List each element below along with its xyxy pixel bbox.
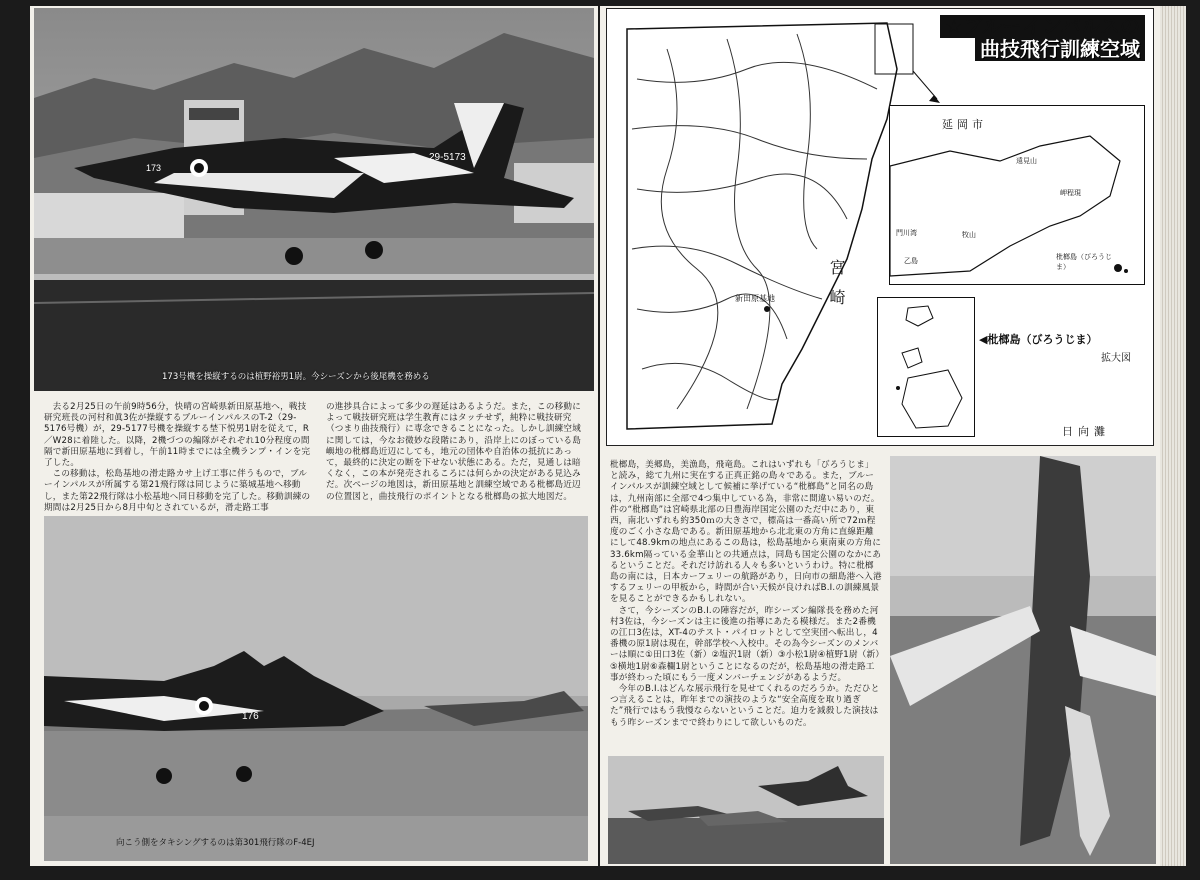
map-title-text-1: ブルーインパルスの xyxy=(962,14,1140,38)
t2-tail-closeup-photo xyxy=(890,456,1156,864)
inset-city-label: 延岡市 xyxy=(942,118,987,131)
left-page xyxy=(30,6,598,866)
map-title-line-1 xyxy=(940,15,1145,38)
aircraft-ramp-photo xyxy=(608,756,884,864)
hyuganada-label: 日向灘 xyxy=(1062,425,1110,438)
top-photo-t2-landing xyxy=(34,8,594,391)
top-photo-caption: 173号機を操縦するのは植野裕男1尉。今シーズンから後尾機を務める xyxy=(162,372,430,382)
nose-number-top: 173 xyxy=(146,163,162,173)
article-right-paragraph: の進捗具合によって多少の遅延はあるようだ。また，この移動によって戦技研究班は学生教育にはタッチせず，純粋に戦技研究（つまり曲技飛行）に専念できることになった。しかし訓練空域に関しては，今なお微妙な段階にあり，沿岸上にのぼっている島嶼地の枇榔島近辺にしても，地元の団体や自治体の抵抗にあって，最終的に決定の断を下せない状態にある。ただ，見通しは暗くなく，この本が発売されるころには何らかの決定がある見込みだ。次ページの地図は，新田原基地と訓練空域である枇榔島近辺の位置図と，曲技飛行のポイントとなる枇榔島の拡大地図だ。 xyxy=(326,402,582,502)
training-area-map xyxy=(606,8,1154,446)
nobeoka-inset xyxy=(889,105,1145,285)
inset-place-otojima: 乙島 xyxy=(904,257,918,265)
nyutabaru-base-label: 新田原基地 xyxy=(735,294,775,303)
inset-place-misaki: 岬程現 xyxy=(1060,189,1081,197)
inset-place-makiyama: 牧山 xyxy=(962,231,976,239)
island-caption-enlargement: 拡大図 xyxy=(1101,353,1131,364)
inset-place-kadogawa-bay: 門川湾 xyxy=(896,229,917,237)
island-caption: ◀枇榔島（びろうじま） xyxy=(979,333,1098,346)
right-page xyxy=(600,6,1160,866)
bottom-photo-caption: 向こう側をタキシングするのは第301飛行隊のF-4EJ xyxy=(116,838,315,848)
article-left-col-1 xyxy=(44,402,314,514)
article-paragraph: 今年のB.I.はどんな展示飛行を見せてくれるのだろうか。ただひとつ言えることは，昨年までの演技のような“安全高度を取り過ぎた”飛行ではもう我慢ならないということだ。迫力を減殺した演技はもう昨シーズンまでで終わりにして欲しいものだ。 xyxy=(610,684,880,728)
map-title xyxy=(940,15,1145,61)
article-left-paragraph: この移動は，松島基地の滑走路カサ上げ工事に伴うもので，ブルーインパルスが所属する第21飛行隊は同じように築城基地へ移動し，また第22飛行隊は小松基地へ同日移動を完了した。移動訓練の期間は2月25日から8月中旬とされているが，滑走路工事 xyxy=(44,469,311,513)
article-left-col-2 xyxy=(326,402,588,503)
map-title-line-2: 曲技飛行訓練空域 xyxy=(975,38,1145,61)
article-paragraph: 枇榔島，美郷島，美漁島，飛竜島。これはいずれも「びろうじま」と読み，総て九州に実在する正真正銘の島々である。また，ブルーインパルスが訓練空域として候補に挙げている“枇榔島”と同名の島は，九州南部に全部で4つ集中している為，非常に間違い易いのだ。件の“枇榔島”は宮崎県北部の日豊海岸国定公園のただ中にあり，東西，南北いずれも約350ｍの大きさで，標高は一番高い所で72ｍ程度のごく小さな島である。新田原基地から北北東の方角に直線距離にして48.9kmの地点にあるこの島は，松島基地から東南東の方角に33.6km隔っている金華山との共通点は，同島も国定公園のなかにあるということだ。それだけ訪れる人々も多いというわけ。特に枇榔島の南には，日本カーフェリーの航路があり，日向市の細島港へ入港するフェリーの甲板から，時間が合い天候が良ければB.I.の訓練風景を見ることができるかもしれない。 xyxy=(610,460,882,605)
nose-number-bottom: 176 xyxy=(242,711,259,722)
star-icon: ☆ xyxy=(944,14,963,38)
bottom-photo-t2-lineup xyxy=(44,516,588,861)
article-paragraph: さて，今シーズンのB.I.の陣容だが，昨シーズン編隊長を務めた河村3佐は，今シーズンは主に後進の指導にあたる模様だ。また2番機の江口3佐は，XT-4のテスト・パイロットとして空実団へ転出し，4番機の原1尉は現在，幹部学校へ入校中。その為今シーズンのメンバーは順に①田口3佐（新）②塩沢1尉（新）③小松1尉④植野1尉（新）⑤横地1尉⑥森欄1尉ということになるのだが，松島基地の滑走路工事が終わった頃にもう一度メンバーチェンジがあるようだ。 xyxy=(610,605,880,683)
tail-code-top: 29-5173 xyxy=(429,152,466,163)
inset-place-birojima: 枇榔島（びろうじま） xyxy=(1056,253,1112,271)
article-left-paragraph: 去る2月25日の午前9時56分，快晴の宮崎県新田原基地へ，戦技研究班長の河村和眞3佐が操縦するブルーインパルスのT-2（29-5176号機）が，29-5177号機を操縦する埜下悦男1尉を従えて，R／W28に着陸した。以降，2機づつの編隊がそれぞれ10分程度の間隔で新田原基地に到着し，午前11時までには全機ランプ・インを完了した。 xyxy=(44,402,311,469)
article-right-page xyxy=(610,460,882,729)
birojima-enlarged-inset xyxy=(877,297,975,437)
book-edge xyxy=(1160,6,1186,866)
inset-place-tomiyama: 遠見山 xyxy=(1016,157,1037,165)
prefecture-label: 宮崎 xyxy=(827,259,846,319)
